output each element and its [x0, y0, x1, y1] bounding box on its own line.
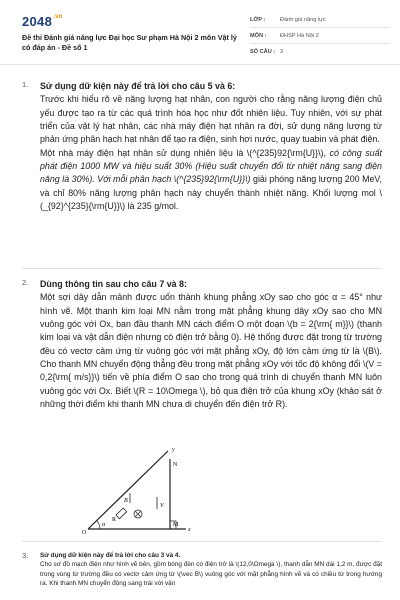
circuit-figure — [78, 445, 228, 535]
meta-row-class — [250, 12, 390, 28]
label-n: N — [173, 462, 178, 468]
question-body — [40, 551, 382, 588]
question-body — [40, 80, 382, 213]
question-divider — [22, 268, 382, 269]
question-divider — [22, 541, 382, 542]
question-heading: Dùng thông tin sau cho câu 7 và 8: — [40, 279, 187, 289]
label-v: V — [160, 503, 164, 509]
resistor-icon — [116, 508, 127, 519]
label-alpha: α — [102, 522, 106, 528]
question-number: 3. — [22, 551, 29, 560]
meta-key: SỐ CÂU : — [250, 48, 276, 55]
question-heading: Sử dụng dữ kiện này để trả lời cho câu 5 và 6: — [40, 81, 236, 91]
angle-arc — [97, 521, 100, 529]
meta-value: Đánh giá năng lực — [280, 16, 326, 23]
meta-value: 3 — [280, 48, 284, 55]
page-header — [0, 0, 400, 65]
question-number: 1. — [22, 80, 29, 89]
meta-row-subject — [250, 28, 390, 44]
question-paragraph: Một nhà máy điện hạt nhân sử dụng nhiên liệu là \(^{235}92{\rm{U}}\), có công suất phát điện 1000 MW và hiệu suất 30% (Hiệu suất chuyển đổi từ nhiệt năng sang điện năng là 30%). Với mỗi phân hạch \(^{235}92{\rm{U}}\) giải phóng năng lượng 200 MeV, và chỉ 80% năng lượng phân hạch này chuyển thành nhiệt năng. Khối lượng mol \(_{92}^{235}{\rm{U}}\) là 235 g/mol. — [40, 147, 383, 212]
label-o: O — [82, 530, 87, 535]
label-x: x — [188, 527, 191, 533]
question-number: 2. — [22, 278, 29, 287]
y-axis-line — [88, 451, 168, 529]
meta-key: MÔN : — [250, 32, 267, 39]
label-b: B — [124, 498, 128, 504]
document-title: Đề thi Đánh giá năng lực Đại học Sư phạm Hà Nội 2 môn Vật lý có đáp án - Đề số 1 — [22, 33, 237, 52]
question-paragraph: Trước khi hiểu rõ về năng lượng hạt nhân, con người cho rằng năng lượng điện chủ yếu được tạo ra từ các quá trình hóa học như đốt nhiên liệu. Tuy nhiên, với sự phát triển của vật lý hạt nhân, các nhà máy điện hạt nhân ra đời, sử dụng năng lượng từ phản ứng phân hạch hạt nhân để tạo ra điện, sinh hơi nước, quay tuabin và phát điện. — [40, 94, 382, 145]
label-y: y — [172, 447, 175, 453]
question-paragraph: Cho sơ đồ mạch điện như hình vẽ bên, gồm bóng đèn có điện trở là \(12,0\Omega \), thanh dẫn MN dài 1,2 m, được đặt trong vùng từ trường đều có vectơ cảm ứng từ \(\vec B\) vuông góc với mặt phẳng hình vẽ và có chiều từ trong hướng ra. Khi thanh MN chuyển động sang trái với vận — [40, 561, 382, 587]
question-body — [40, 278, 382, 411]
question-paragraph: Một sợi dây dẫn mảnh được uốn thành khung phẳng xOy sao cho góc α = 45° như hình vẽ. Một thanh kim loại MN nằm trong mặt phẳng khung dây xOy sao cho MN vuông góc với Ox, ban đầu thanh MN cách điểm O một đoạn \(b = 2{\rm{ m}}\) (thanh kim loại và vật dẫn điện nhưng có điện trở bằng 0). Hệ thống được đặt trong từ trường đều có vectơ cảm ứng từ vuông góc với mặt phẳng xOy, độ lớn cảm ứng từ là \(B\). Cho thanh MN chuyển động thẳng đều trong mặt phẳng xOy với tốc độ không đổi \(V = 0,2{\rm{ m/s}}\) tiến về phía điểm O sao cho trong quá trình di chuyển thanh MN luôn vuông góc với Ox. Biết \(R = 10\Omega \), bỏ qua điện trở của khung xOy (khảo sát ở những thời điểm khi thanh MN chưa di chuyển đến điện trở R). — [40, 292, 382, 410]
site-logo[interactable]: $2048^{.vn}$ — [22, 14, 63, 29]
meta-row-count — [250, 44, 390, 59]
question-heading: Sử dụng dữ kiện này để trả lời cho câu 3 và 4. — [40, 552, 181, 559]
exam-meta-table — [250, 12, 390, 59]
meta-key: LỚP : — [250, 16, 266, 23]
label-r: R — [112, 517, 117, 523]
meta-value: ĐHSP Hà Nội 2 — [280, 32, 319, 39]
label-m: M — [173, 522, 179, 528]
